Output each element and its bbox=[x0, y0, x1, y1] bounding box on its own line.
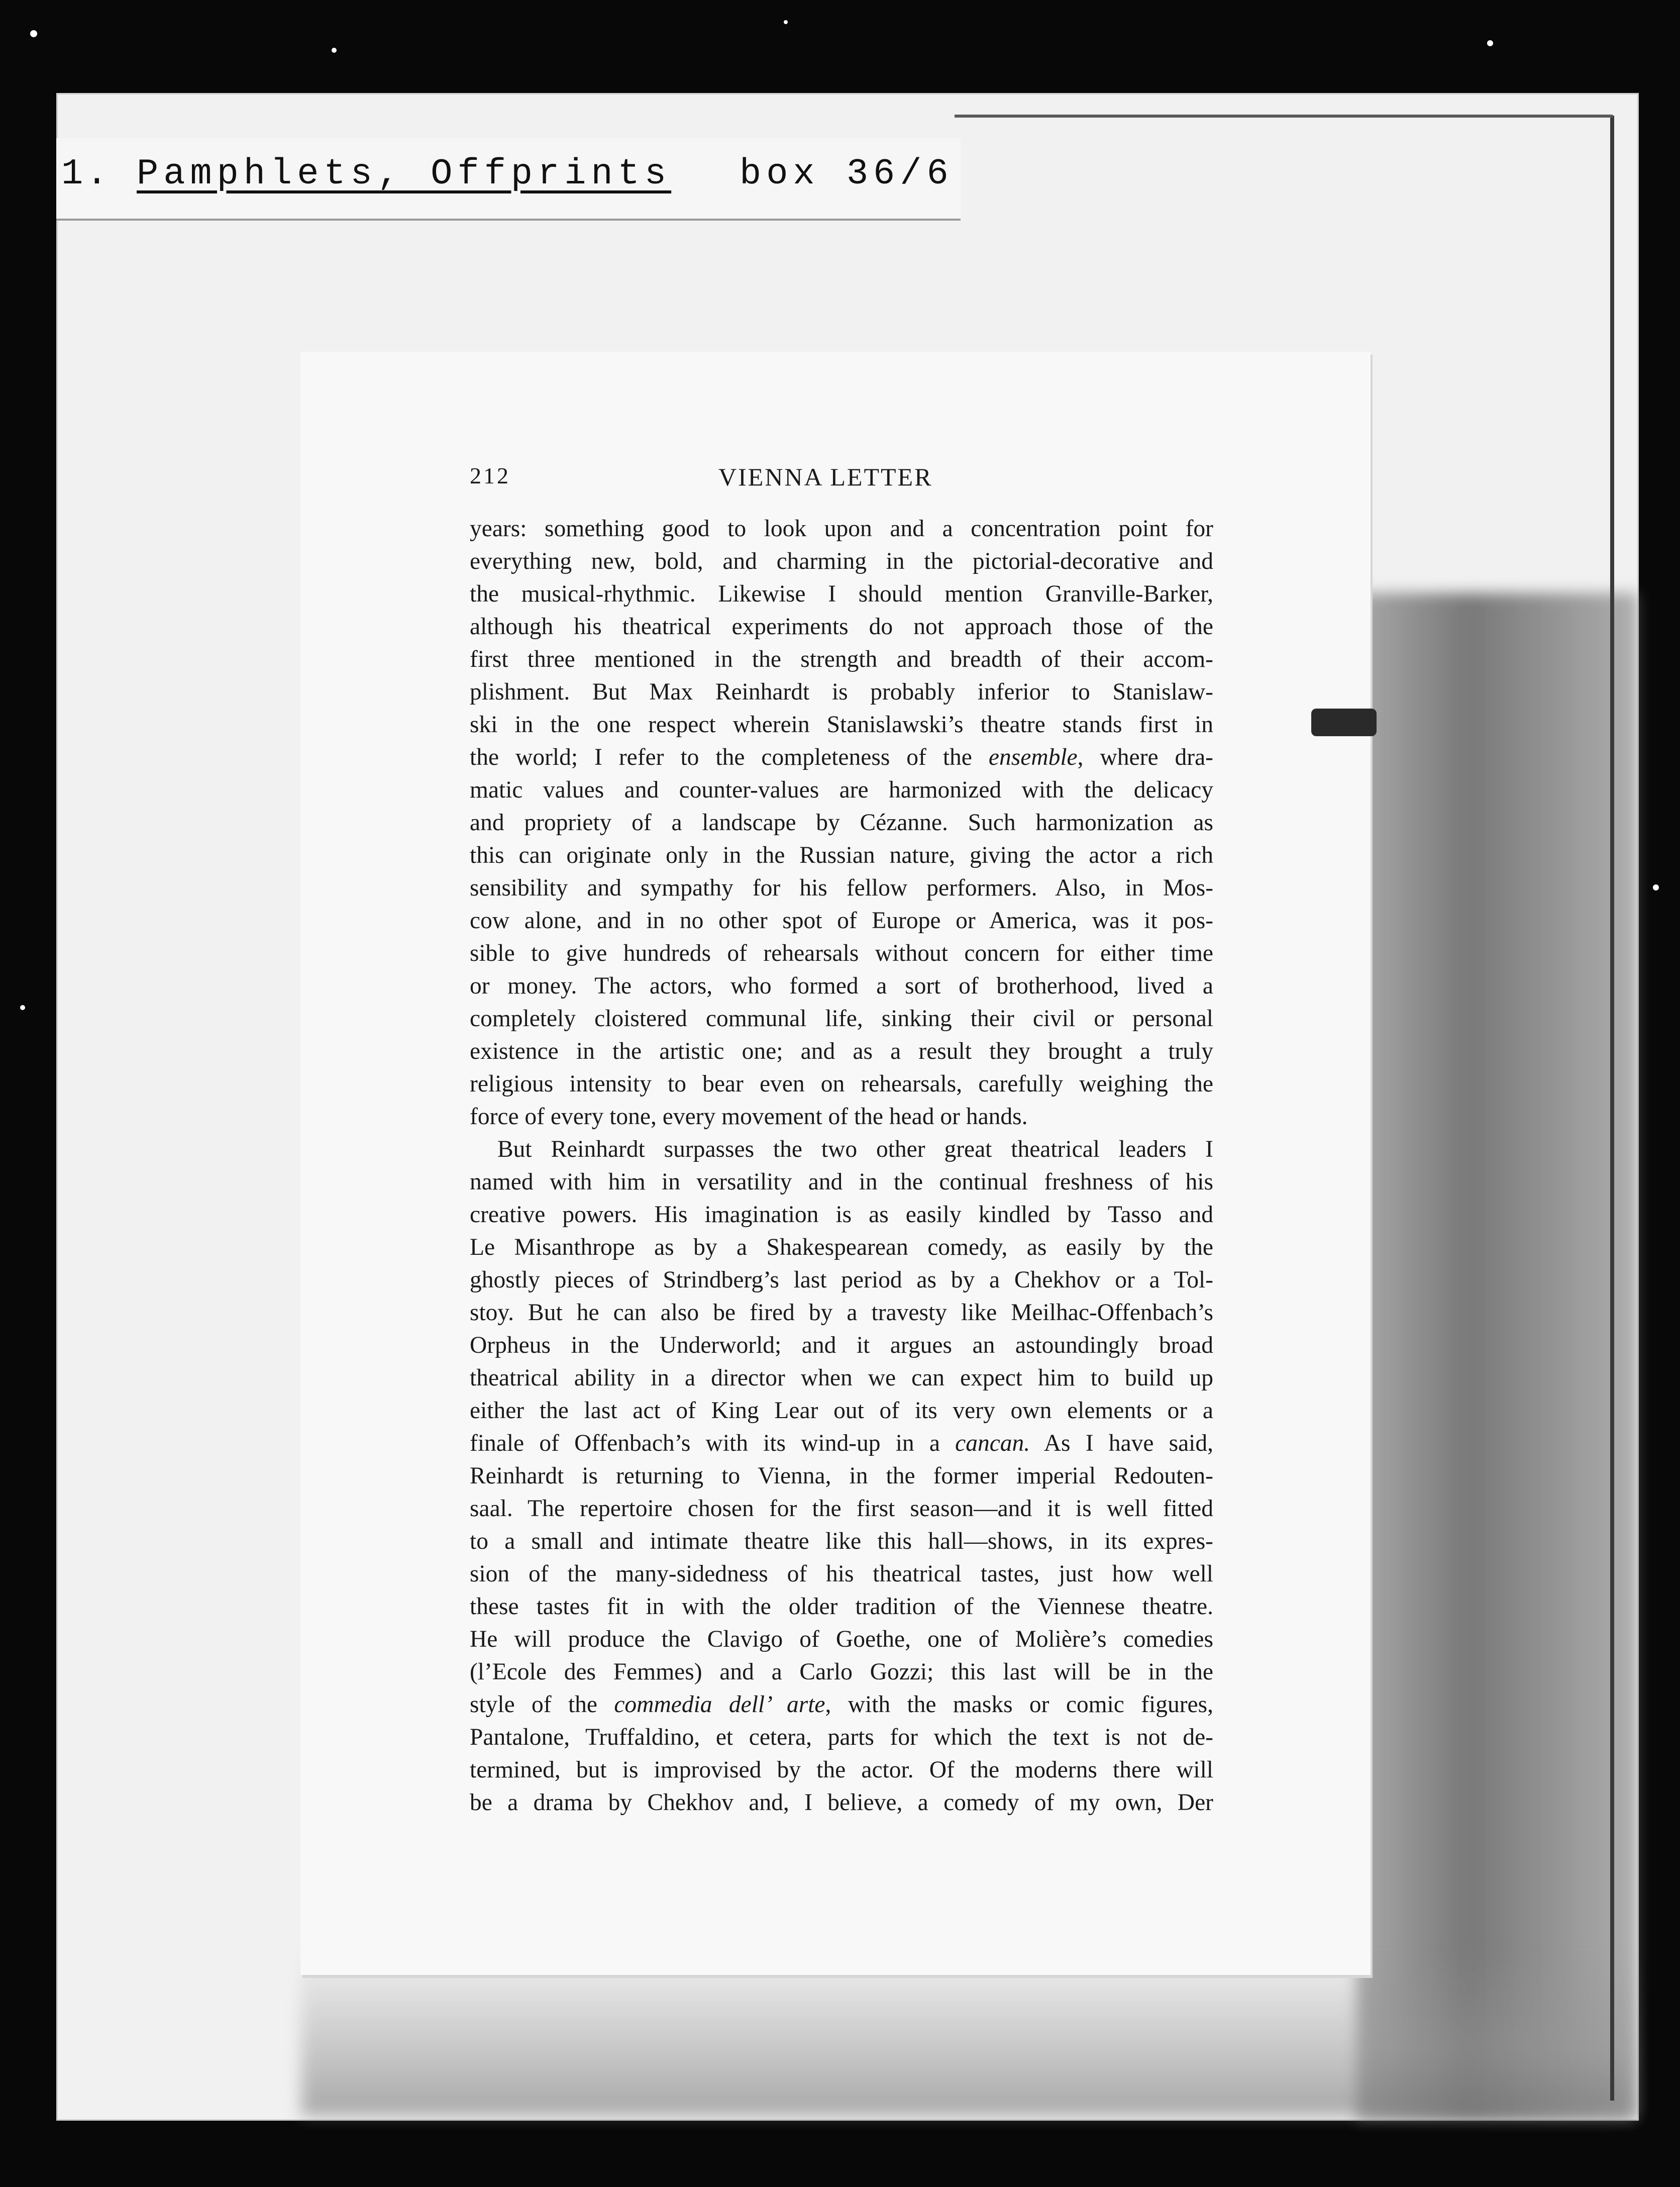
text-line bbox=[470, 1754, 1213, 1786]
speck bbox=[30, 30, 37, 37]
sheet-shadow bbox=[1356, 593, 1638, 2121]
text-line bbox=[470, 1688, 1213, 1721]
text-segment: be a drama by Chekhov and, I believe, a comedy of my own, Der bbox=[470, 1790, 1213, 1816]
text-segment: named with him in versatility and in the continual freshness of his bbox=[470, 1169, 1213, 1195]
text-segment: first three mentioned in the strength and breadth of their accom- bbox=[470, 646, 1213, 672]
text-line bbox=[470, 1395, 1213, 1427]
text-segment: religious intensity to bear even on rehearsals, carefully weighing the bbox=[470, 1071, 1213, 1097]
page-number: 212 bbox=[470, 463, 510, 488]
page-tab-mark bbox=[1311, 709, 1377, 736]
text-line bbox=[470, 1427, 1213, 1460]
label-title: Pamphlets, Offprints bbox=[137, 153, 672, 194]
text-line bbox=[470, 1362, 1213, 1395]
text-segment: saal. The repertoire chosen for the first season—and it is well fitted bbox=[470, 1496, 1213, 1522]
text-line bbox=[470, 513, 1213, 545]
frame-edge-top bbox=[955, 115, 1613, 118]
frame-edge-right bbox=[1610, 116, 1614, 2101]
text-segment: ghostly pieces of Strindberg’s last period as by a Chekhov or a Tol- bbox=[470, 1267, 1213, 1293]
text-line bbox=[470, 1199, 1213, 1231]
text-segment: cow alone, and in no other spot of Europe or America, was it pos- bbox=[470, 908, 1213, 934]
text-segment: , with the masks or comic figures, bbox=[825, 1692, 1213, 1718]
text-segment: sible to give hundreds of rehearsals without concern for either time bbox=[470, 940, 1213, 966]
text-segment: the world; I refer to the completeness of the bbox=[470, 744, 989, 770]
text-line bbox=[470, 1231, 1213, 1264]
text-line bbox=[470, 839, 1213, 872]
italic-text: cancan. bbox=[955, 1430, 1030, 1456]
text-line bbox=[470, 1133, 1213, 1166]
text-segment: creative powers. His imagination is as easily kindled by Tasso and bbox=[470, 1202, 1213, 1228]
speck bbox=[20, 1005, 25, 1010]
text-segment: the musical-rhythmic. Likewise I should mention Granville-Barker, bbox=[470, 581, 1213, 607]
text-line bbox=[470, 1525, 1213, 1558]
text-segment: or money. The actors, who formed a sort of brotherhood, lived a bbox=[470, 973, 1213, 999]
text-line bbox=[470, 1656, 1213, 1688]
text-line bbox=[470, 1623, 1213, 1656]
text-line bbox=[470, 1493, 1213, 1525]
text-segment: sensibility and sympathy for his fellow performers. Also, in Mos- bbox=[470, 875, 1213, 901]
text-segment: matic values and counter-values are harmonized with the delicacy bbox=[470, 777, 1213, 803]
page-header bbox=[470, 462, 1213, 492]
text-line bbox=[470, 709, 1213, 741]
text-line bbox=[470, 1558, 1213, 1590]
text-line bbox=[470, 545, 1213, 578]
label-box-number: box 36/6 bbox=[740, 153, 954, 194]
text-line bbox=[470, 676, 1213, 709]
italic-text: commedia dell’ arte bbox=[614, 1692, 825, 1718]
text-line bbox=[470, 905, 1213, 937]
text-segment: , where dra- bbox=[1077, 744, 1213, 770]
text-segment: termined, but is improvised by the actor. Of the moderns there will bbox=[470, 1757, 1213, 1783]
speck bbox=[1653, 884, 1659, 890]
text-line bbox=[470, 1166, 1213, 1199]
text-segment: theatrical ability in a director when we can expect him to build up bbox=[470, 1365, 1213, 1391]
text-line bbox=[470, 1721, 1213, 1754]
text-segment: style of the bbox=[470, 1692, 614, 1718]
text-line bbox=[470, 1035, 1213, 1068]
catalogue-label bbox=[56, 138, 961, 221]
text-segment: sion of the many-sidedness of his theatrical tastes, just how well bbox=[470, 1561, 1213, 1587]
text-segment: force of every tone, every movement of the head or hands. bbox=[470, 1104, 1028, 1130]
text-segment: Reinhardt is returning to Vienna, in the former imperial Redouten- bbox=[470, 1463, 1213, 1489]
label-number: 1. bbox=[61, 153, 111, 194]
text-line bbox=[470, 1590, 1213, 1623]
text-line bbox=[470, 1101, 1213, 1133]
speck bbox=[784, 20, 788, 24]
text-line bbox=[470, 937, 1213, 970]
text-line bbox=[470, 1264, 1213, 1297]
speck bbox=[1487, 40, 1493, 46]
text-segment: (l’Ecole des Femmes) and a Carlo Gozzi; this last will be in the bbox=[470, 1659, 1213, 1685]
text-line bbox=[470, 807, 1213, 839]
text-line bbox=[470, 970, 1213, 1003]
text-segment: Orpheus in the Underworld; and it argues an astoundingly broad bbox=[470, 1332, 1213, 1358]
text-line bbox=[470, 1297, 1213, 1329]
italic-text: ensemble bbox=[988, 744, 1078, 770]
text-line bbox=[470, 774, 1213, 807]
text-segment: Pantalone, Truffaldino, et cetera, parts for which the text is not de- bbox=[470, 1724, 1213, 1750]
text-segment: years: something good to look upon and a concentration point for bbox=[470, 516, 1213, 542]
text-line bbox=[470, 1460, 1213, 1493]
text-segment: and propriety of a landscape by Cézanne. Such harmonization as bbox=[470, 810, 1213, 836]
text-line bbox=[470, 872, 1213, 905]
speck bbox=[332, 48, 337, 53]
text-line bbox=[470, 578, 1213, 611]
text-segment: plishment. But Max Reinhardt is probably inferior to Stanislaw- bbox=[470, 679, 1213, 705]
text-segment: existence in the artistic one; and as a result they brought a truly bbox=[470, 1038, 1213, 1064]
text-segment: Le Misanthrope as by a Shakespearean comedy, as easily by the bbox=[470, 1234, 1213, 1260]
text-line bbox=[470, 611, 1213, 643]
text-line bbox=[470, 1068, 1213, 1101]
text-segment: stoy. But he can also be fired by a travesty like Meilhac-Offenbach’s bbox=[470, 1300, 1213, 1326]
text-segment: finale of Offenbach’s with its wind-up in a bbox=[470, 1430, 956, 1456]
body-text bbox=[470, 513, 1213, 1819]
text-line bbox=[470, 1329, 1213, 1362]
text-line bbox=[470, 741, 1213, 774]
text-segment: to a small and intimate theatre like this hall—shows, in its expres- bbox=[470, 1528, 1213, 1554]
text-segment: these tastes fit in with the older tradition of the Viennese theatre. bbox=[470, 1594, 1213, 1620]
text-segment: He will produce the Clavigo of Goethe, one of Molière’s comedies bbox=[470, 1626, 1213, 1652]
text-line bbox=[470, 643, 1213, 676]
text-segment: either the last act of King Lear out of its very own elements or a bbox=[470, 1398, 1213, 1424]
text-segment: although his theatrical experiments do not approach those of the bbox=[470, 614, 1213, 640]
text-segment: completely cloistered communal life, sinking their civil or personal bbox=[470, 1006, 1213, 1032]
text-line bbox=[470, 1003, 1213, 1035]
text-segment: everything new, bold, and charming in the pictorial-decorative and bbox=[470, 548, 1213, 574]
text-segment: But Reinhardt surpasses the two other great theatrical leaders I bbox=[497, 1136, 1213, 1162]
text-segment: As I have said, bbox=[1030, 1430, 1213, 1456]
text-segment: ski in the one respect wherein Stanislawski’s theatre stands first in bbox=[470, 712, 1213, 738]
text-line bbox=[470, 1786, 1213, 1819]
running-head: VIENNA LETTER bbox=[718, 463, 933, 491]
text-segment: this can originate only in the Russian nature, giving the actor a rich bbox=[470, 842, 1213, 868]
